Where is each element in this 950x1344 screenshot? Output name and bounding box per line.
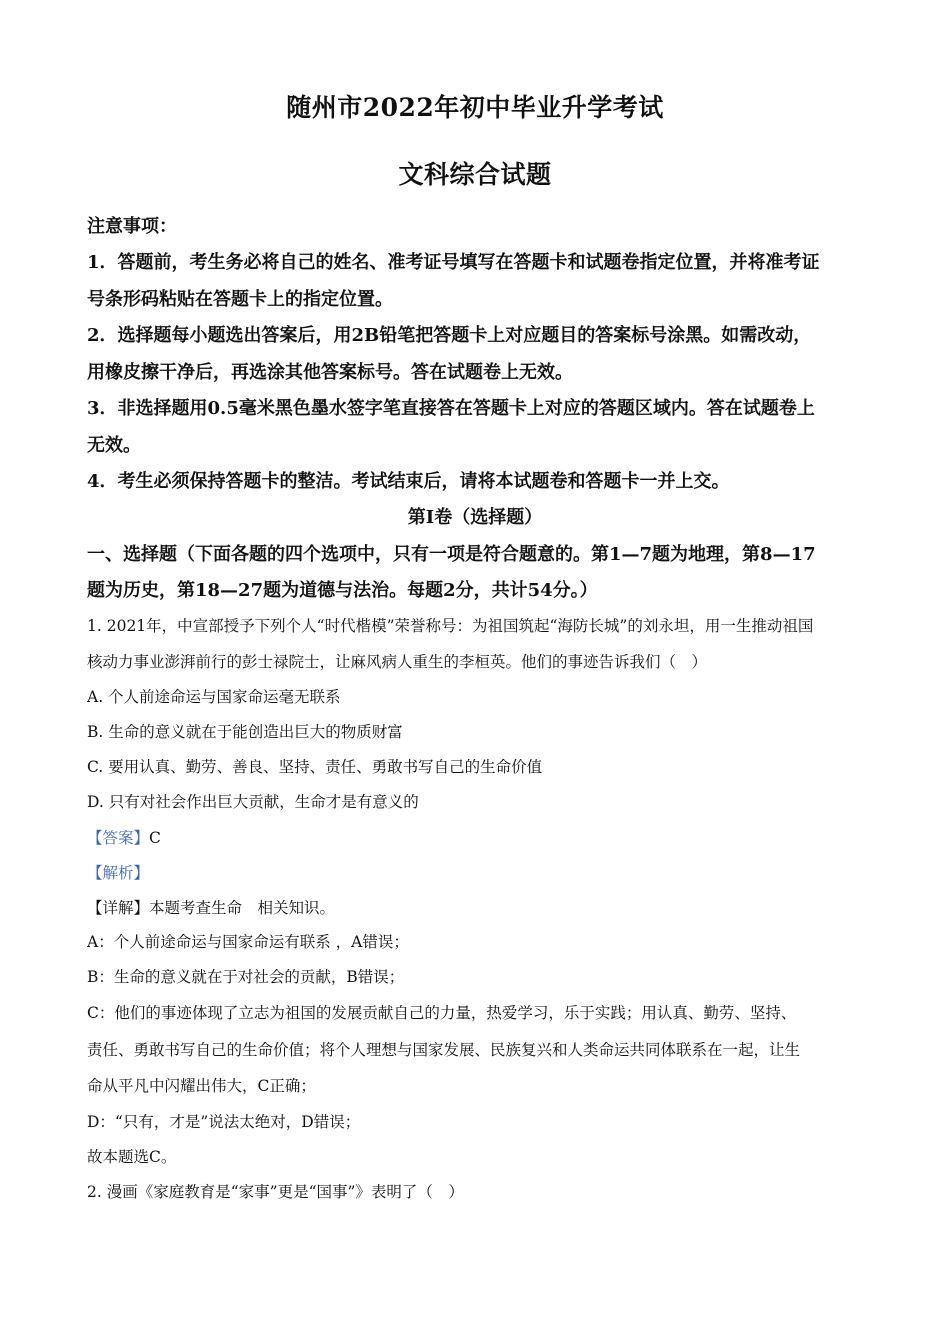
detail-explanation: 【详解】本题考查生命 相关知识。 (87, 899, 336, 917)
notice-item-2-line-1: 2．选择题每小题选出答案后，用2B铅笔把答题卡上对应题目的答案标号涂黑。如需改动， (87, 325, 812, 346)
notice-item-1-line-2: 号条形码粘贴在答题卡上的指定位置。 (87, 289, 393, 310)
notice-heading: 注意事项： (87, 216, 177, 237)
answer-value: C (149, 829, 161, 847)
notice-item-1-line-1: 1．答题前，考生务必将自己的姓名、准考证号填写在答题卡和试题卷指定位置，并将准考证 (87, 252, 820, 273)
question-1-stem-line-2: 核动力事业澎湃前行的彭士禄院士，让麻风病人重生的李桓英。他们的事迹告诉我们（ ） (87, 653, 708, 671)
explanation-d: D：“只有，才是”说法太绝对，D错误； (87, 1113, 361, 1131)
question-1-option-c: C. 要用认真、勤劳、善良、坚持、责任、勇敢书写自己的生命价值 (87, 758, 543, 776)
exam-title: 随州市2022年初中毕业升学考试 (286, 93, 664, 122)
section-heading-line-1: 一、选择题（下面各题的四个选项中，只有一项是符合题意的。第1—7题为地理，第8—17 (87, 544, 816, 565)
notice-item-2-line-2: 用橡皮擦干净后，再选涂其他答案标号。答在试题卷上无效。 (87, 362, 573, 383)
question-1-option-a: A. 个人前途命运与国家命运毫无联系 (87, 688, 341, 706)
question-2-stem: 2. 漫画《家庭教育是“家事”更是“国事”》表明了（ ） (87, 1183, 464, 1201)
notice-item-3-line-1: 3．非选择题用0.5毫米黑色墨水签字笔直接答在答题卡上对应的答题区域内。答在试题卷上 (87, 398, 815, 419)
exam-subtitle: 文科综合试题 (398, 160, 552, 189)
explanation-b: B：生命的意义就在于对社会的贡献，B错误； (87, 968, 405, 986)
volume-title: 第I卷（选择题） (407, 507, 543, 528)
notice-item-4: 4．考生必须保持答题卡的整洁。考试结束后，请将本试题卷和答题卡一并上交。 (87, 471, 730, 492)
conclusion: 故本题选C。 (87, 1148, 177, 1166)
section-heading-line-2: 题为历史，第18—27题为道德与法治。每题2分，共计54分。） (87, 580, 598, 601)
answer-row (87, 826, 877, 848)
notice-item-3-line-2: 无效。 (87, 435, 141, 456)
question-1-option-b: B. 生命的意义就在于能创造出巨大的物质财富 (87, 723, 403, 741)
explanation-a: A：个人前途命运与国家命运有联系 ，A错误； (87, 933, 409, 951)
explanation-c-line-1: C：他们的事迹体现了立志为祖国的发展贡献自己的力量，热爱学习，乐于实践；用认真、勤劳、坚持、 (87, 1004, 797, 1022)
question-1-option-d: D. 只有对社会作出巨大贡献，生命才是有意义的 (87, 793, 419, 811)
explanation-c-line-3: 命从平凡中闪耀出伟大，C正确； (87, 1077, 316, 1095)
question-1-stem-line-1: 1. 2021年，中宣部授予下列个人“时代楷模”荣誉称号：为祖国筑起“海防长城”的刘永坦，用一生推动祖国 (87, 617, 814, 635)
answer-label: 【答案】 (87, 829, 150, 847)
explanation-c-line-2: 责任、勇敢书写自己的生命价值；将个人理想与国家发展、民族复兴和人类命运共同体联系在一起，让生 (87, 1041, 801, 1059)
analysis-label: 【解析】 (87, 864, 150, 882)
